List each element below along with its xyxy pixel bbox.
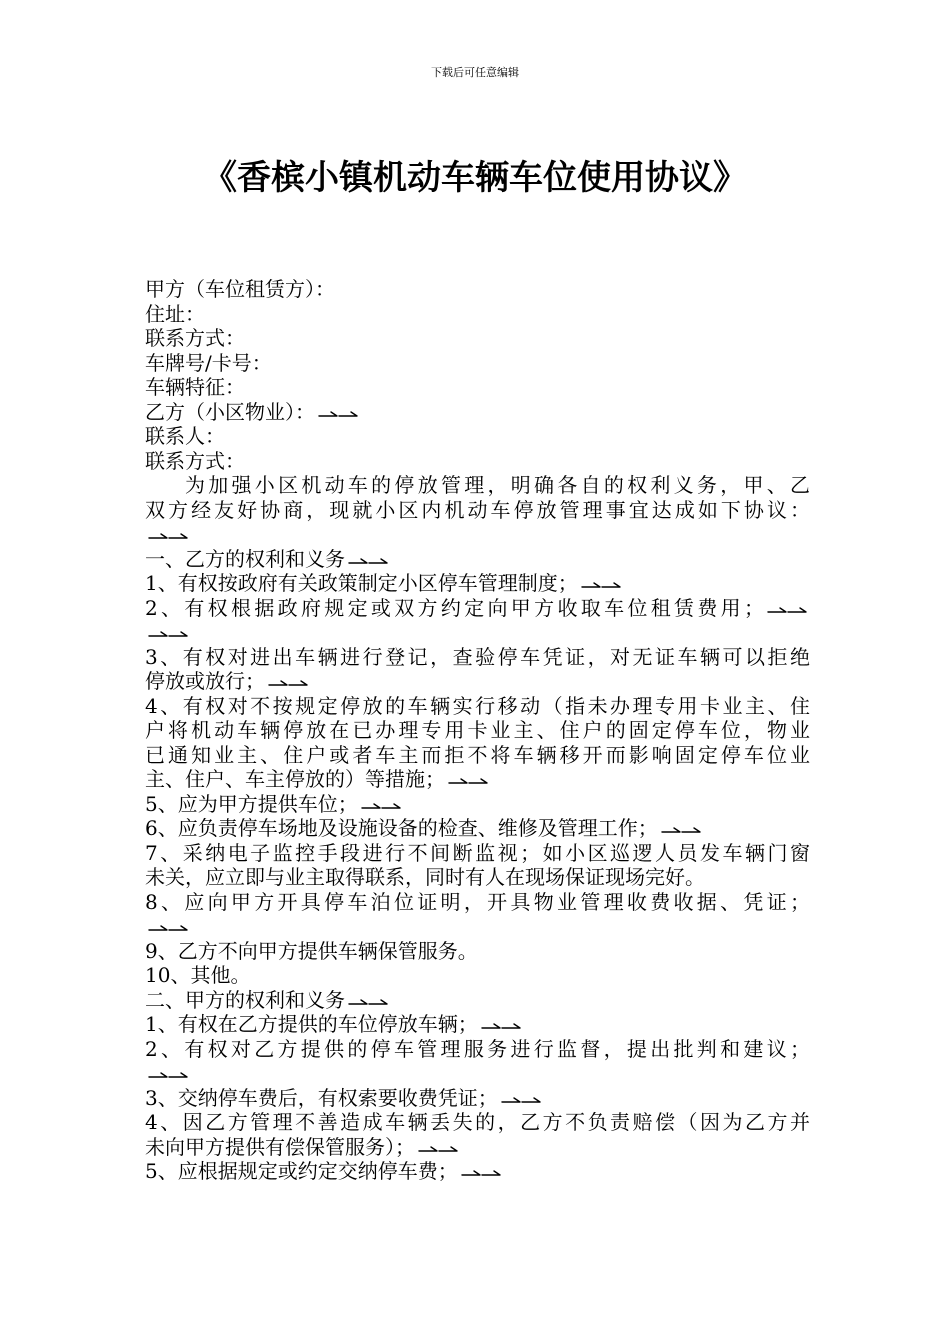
line-text: 3、交纳停车费后，有权索要收费凭证；	[145, 1085, 498, 1110]
line-text: 5、应为甲方提供车位；	[145, 791, 358, 816]
body-line	[145, 449, 810, 474]
body-line	[145, 547, 810, 572]
double-arrow-icon	[147, 1069, 191, 1081]
line-text: 1、有权按政府有关政策制定小区停车管理制度；	[145, 571, 578, 595]
line-text: 5、应根据规定或约定交纳停车费；	[145, 1159, 458, 1183]
body-line	[145, 841, 810, 866]
header-note: 下载后可任意编辑	[431, 66, 519, 79]
continuation-line	[145, 914, 810, 939]
line-text: 已通知业主、住户或者车主而拒不将车辆移开而影响固定停车位业	[145, 742, 810, 767]
body-line	[145, 400, 810, 425]
body-line	[145, 498, 810, 523]
line-text: 联系人：	[145, 424, 225, 448]
body-line	[145, 939, 810, 964]
double-arrow-icon	[147, 530, 191, 542]
line-text: 甲方（车位租赁方）：	[145, 277, 335, 301]
body-line	[145, 988, 810, 1013]
double-arrow-icon	[766, 604, 810, 616]
line-text: 二、甲方的权利和义务	[145, 987, 345, 1012]
double-arrow-icon	[347, 555, 391, 567]
line-text: 2、有权根据政府规定或双方约定向甲方收取车位租赁费用；	[145, 595, 764, 620]
line-text: 9、乙方不向甲方提供车辆保管服务。	[145, 938, 478, 963]
line-text: 未向甲方提供有偿保管服务）；	[145, 1134, 415, 1159]
body-line	[145, 816, 810, 841]
body-line	[145, 963, 810, 988]
body-line	[145, 424, 810, 449]
line-text: 一、乙方的权利和义务	[145, 546, 345, 571]
body-line	[145, 865, 810, 890]
line-text: 未关，应立即与业主取得联系，同时有人在现场保证现场完好。	[145, 865, 705, 889]
body-line	[145, 1037, 810, 1062]
line-text: 3、有权对进出车辆进行登记，查验停车凭证，对无证车辆可以拒绝	[145, 644, 810, 669]
double-arrow-icon	[460, 1167, 504, 1179]
double-arrow-icon	[660, 824, 704, 836]
body-line	[145, 645, 810, 670]
body-line	[145, 792, 810, 817]
double-arrow-icon	[500, 1094, 544, 1106]
continuation-line	[145, 522, 810, 547]
body-line	[145, 1086, 810, 1111]
line-text: 车牌号/卡号：	[145, 350, 272, 375]
body-line	[145, 326, 810, 351]
body-line	[145, 890, 810, 915]
body-line	[145, 694, 810, 719]
line-text: 为加强小区机动车的停放管理，明确各自的权利义务，甲、乙	[185, 473, 810, 497]
body-line	[145, 743, 810, 768]
body-line	[145, 767, 810, 792]
body-line	[145, 1012, 810, 1037]
line-text: 4、有权对不按规定停放的车辆实行移动（指未办理专用卡业主、住	[145, 693, 810, 718]
line-text: 乙方（小区物业）：	[145, 399, 315, 424]
document-body	[145, 277, 810, 1184]
line-text: 联系方式：	[145, 448, 245, 473]
line-text: 住址：	[145, 301, 205, 326]
line-text: 6、应负责停车场地及设施设备的检查、维修及管理工作；	[145, 816, 658, 840]
continuation-line	[145, 620, 810, 645]
body-line	[145, 669, 810, 694]
double-arrow-icon	[580, 579, 624, 591]
line-text: 联系方式：	[145, 326, 245, 350]
document-title: 《香槟小镇机动车辆车位使用协议》	[203, 158, 747, 198]
line-text: 2、有权对乙方提供的停车管理服务进行监督，提出批判和建议；	[145, 1036, 810, 1061]
line-text: 车辆特征：	[145, 375, 245, 399]
body-line	[145, 596, 810, 621]
line-text: 主、住户、车主停放的）等措施；	[145, 767, 445, 791]
line-text: 户将机动车辆停放在已办理专用卡业主、住户的固定停车位，物业	[145, 718, 810, 742]
double-arrow-icon	[447, 775, 491, 787]
body-line	[145, 302, 810, 327]
line-text: 1、有权在乙方提供的车位停放车辆；	[145, 1012, 478, 1036]
double-arrow-icon	[417, 1143, 461, 1155]
body-line	[145, 473, 810, 498]
double-arrow-icon	[267, 677, 311, 689]
body-line	[145, 1159, 810, 1184]
double-arrow-icon	[147, 922, 191, 934]
double-arrow-icon	[360, 800, 404, 812]
line-text: 4、因乙方管理不善造成车辆丢失的，乙方不负责赔偿（因为乙方并	[145, 1110, 810, 1134]
double-arrow-icon	[480, 1020, 524, 1032]
double-arrow-icon	[317, 408, 361, 420]
line-text: 停放或放行；	[145, 669, 265, 693]
line-text: 7、采纳电子监控手段进行不间断监视；如小区巡逻人员发车辆门窗	[145, 840, 810, 865]
body-line	[145, 351, 810, 376]
double-arrow-icon	[347, 996, 391, 1008]
body-line	[145, 571, 810, 596]
line-text: 8、应向甲方开具停车泊位证明，开具物业管理收费收据、凭证；	[145, 889, 810, 914]
body-line	[145, 1110, 810, 1135]
body-line	[145, 375, 810, 400]
body-line	[145, 277, 810, 302]
continuation-line	[145, 1061, 810, 1086]
body-line	[145, 1135, 810, 1160]
line-text: 10、其他。	[145, 963, 251, 987]
double-arrow-icon	[147, 628, 191, 640]
line-text: 双方经友好协商，现就小区内机动车停放管理事宜达成如下协议：	[145, 497, 810, 522]
body-line	[145, 718, 810, 743]
